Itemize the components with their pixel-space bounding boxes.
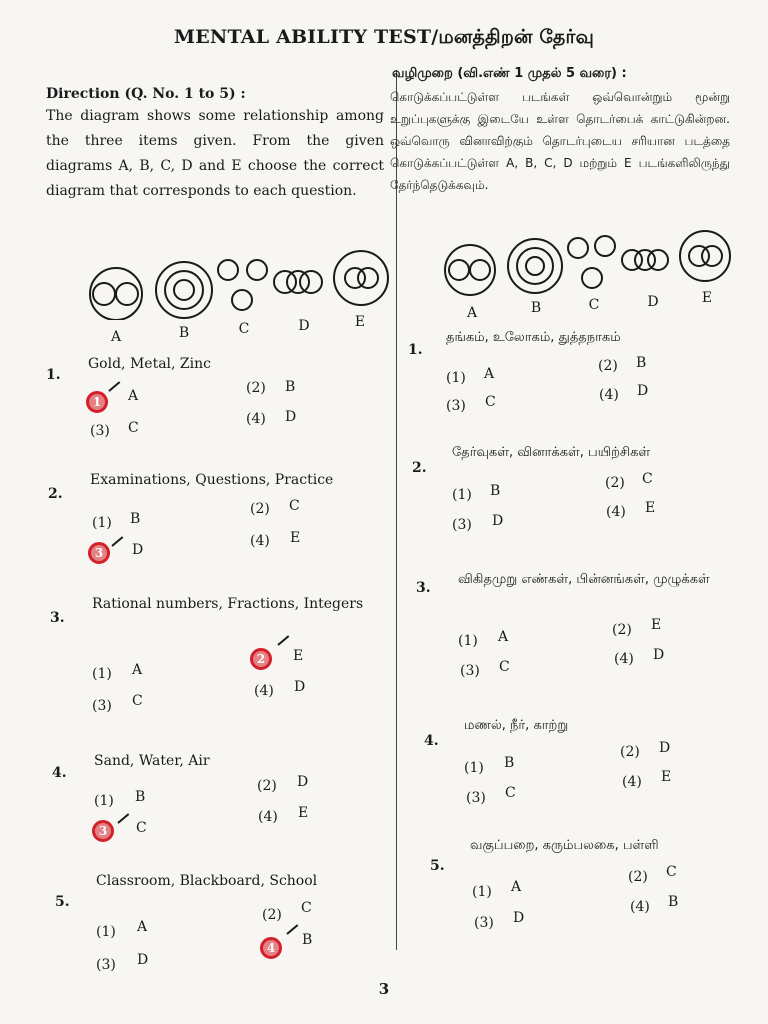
column-divider xyxy=(396,70,397,950)
en-q2-option1-value: B xyxy=(130,511,141,527)
english-venn-diagrams xyxy=(80,250,400,320)
diagram-e xyxy=(680,231,730,281)
diagram-d xyxy=(622,250,668,270)
diagram-e xyxy=(334,251,388,305)
ta-q5-option3-number: (3) xyxy=(474,915,494,931)
diagram-c xyxy=(568,236,615,288)
page-title: MENTAL ABILITY TEST/மனத்திறன் தேர்வு xyxy=(174,26,594,48)
diagram-label-c: C xyxy=(238,321,250,337)
ta-q4-option2-value: D xyxy=(659,740,671,756)
en-q3-marked-answer: 2 xyxy=(250,648,272,670)
ta-q2-option2-value: C xyxy=(642,471,653,487)
ta-q4-option4-value: E xyxy=(661,769,672,785)
en-q3-option1-number: (1) xyxy=(92,666,112,682)
en-q2-option2-number: (2) xyxy=(250,501,270,517)
en-q3-option1-value: A xyxy=(132,662,143,678)
ta-q4-text: மணல், நீர், காற்று xyxy=(464,718,569,733)
en-q4-marked-answer: 3 xyxy=(92,820,114,842)
ta-q1-option4-number: (4) xyxy=(599,387,619,403)
en-q1-number: 1. xyxy=(46,367,61,383)
en-q2-option1-number: (1) xyxy=(92,515,112,531)
en-q1-option1-value: A xyxy=(128,388,139,404)
diagram-label-b: B xyxy=(178,325,190,341)
ta-q3-option4-number: (4) xyxy=(614,651,634,667)
en-q5-option3-value: D xyxy=(137,952,149,968)
ta-q5-option2-number: (2) xyxy=(628,869,648,885)
ta-q2-option3-number: (3) xyxy=(452,517,472,533)
tick-mark xyxy=(111,536,123,547)
ta-q3-option4-value: D xyxy=(653,647,665,663)
ta-q5-option1-value: A xyxy=(511,879,522,895)
tick-mark xyxy=(277,635,289,646)
ta-q4-option3-value: C xyxy=(505,785,516,801)
diagram-label-e: E xyxy=(354,314,366,330)
tick-mark xyxy=(108,381,120,392)
ta-q4-option4-number: (4) xyxy=(622,774,642,790)
diagram-label-d: D xyxy=(647,294,659,310)
tamil-direction-heading: வழிமுறை (வி.எண் 1 முதல் 5 வரை) : xyxy=(392,66,627,81)
en-q2-option3-value: D xyxy=(132,542,144,558)
tamil-venn-diagrams xyxy=(440,228,740,298)
diagram-c xyxy=(218,260,267,310)
en-q2-option4-number: (4) xyxy=(250,533,270,549)
en-q2-text: Examinations, Questions, Practice xyxy=(90,472,334,488)
diagram-b xyxy=(508,239,562,293)
ta-q3-option3-value: C xyxy=(499,659,510,675)
en-q2-option2-value: C xyxy=(289,498,300,514)
ta-q5-option4-value: B xyxy=(668,894,679,910)
en-q4-option4-number: (4) xyxy=(258,809,278,825)
diagram-label-b: B xyxy=(530,300,542,316)
en-q3-option4-number: (4) xyxy=(254,683,274,699)
diagram-b xyxy=(156,262,212,318)
ta-q2-option2-number: (2) xyxy=(605,475,625,491)
english-direction-text: The diagram shows some relationship among the three items given. From the given diagrams A, B, C, D and E choose the correct diagram that corresponds to each question. xyxy=(46,108,384,199)
ta-q5-text: வகுப்பறை, கரும்பலகை, பள்ளி xyxy=(470,838,659,853)
en-q2-option4-value: E xyxy=(290,530,301,546)
en-q4-option4-value: E xyxy=(298,805,309,821)
ta-q5-number: 5. xyxy=(430,858,445,874)
diagram-a xyxy=(445,245,495,295)
ta-q5-option1-number: (1) xyxy=(472,884,492,900)
diagram-d xyxy=(274,271,322,293)
diagram-label-d: D xyxy=(298,318,310,334)
en-q5-option1-number: (1) xyxy=(96,924,116,940)
ta-q4-number: 4. xyxy=(424,733,439,749)
ta-q4-option1-value: B xyxy=(504,755,515,771)
ta-q4-option2-number: (2) xyxy=(620,744,640,760)
ta-q2-option4-number: (4) xyxy=(606,504,626,520)
ta-q3-text: விகிதமுறு எண்கள், பின்னங்கள், முழுக்கள் xyxy=(458,572,710,587)
en-q2-marked-answer: 3 xyxy=(88,542,110,564)
en-q5-number: 5. xyxy=(55,894,70,910)
en-q4-option1-number: (1) xyxy=(94,793,114,809)
ta-q2-option4-value: E xyxy=(645,500,656,516)
en-q1-marked-answer: 1 xyxy=(86,391,108,413)
en-q4-option2-value: D xyxy=(297,774,309,790)
ta-q2-option3-value: D xyxy=(492,513,504,529)
en-q5-option2-value: C xyxy=(301,900,312,916)
en-q1-text: Gold, Metal, Zinc xyxy=(88,356,211,372)
diagram-a xyxy=(90,268,142,320)
en-q1-option3-number: (3) xyxy=(90,423,110,439)
en-q4-option3-value: C xyxy=(136,820,147,836)
ta-q1-option3-value: C xyxy=(485,394,496,410)
ta-q1-option2-number: (2) xyxy=(598,358,618,374)
en-q3-text: Rational numbers, Fractions, Integers xyxy=(92,596,364,612)
en-q1-option4-number: (4) xyxy=(246,411,266,427)
page-number: 3 xyxy=(378,980,390,998)
en-q3-option3-number: (3) xyxy=(92,698,112,714)
en-q2-number: 2. xyxy=(48,486,63,502)
ta-q1-text: தங்கம், உலோகம், துத்தநாகம் xyxy=(446,330,621,345)
ta-q2-option1-value: B xyxy=(490,483,501,499)
diagram-label-a: A xyxy=(110,329,122,345)
english-direction-heading: Direction (Q. No. 1 to 5) : xyxy=(46,86,246,102)
en-q4-text: Sand, Water, Air xyxy=(94,753,210,769)
en-q5-marked-answer: 4 xyxy=(260,937,282,959)
en-q1-option2-value: B xyxy=(285,379,296,395)
ta-q1-option1-number: (1) xyxy=(446,370,466,386)
ta-q1-option3-number: (3) xyxy=(446,398,466,414)
ta-q4-option1-number: (1) xyxy=(464,760,484,776)
ta-q1-option2-value: B xyxy=(636,355,647,371)
tamil-direction-text: கொடுக்கப்பட்டுள்ள படங்கள் ஒவ்வொன்றும் மூன்று உறுப்புகளுக்கு இடையே உள்ள தொடர்பைக் காட்டுகின்றன. ஒவ்வொரு வினாவிற்கும் தொடர்புடைய சரியான படத்தை கொடுக்கப்பட்டுள்ள A, B, C, D மற்றும் E படங்களிலிருந்து தேர்ந்தெடுக்கவும். xyxy=(390,90,730,192)
en-q4-option1-value: B xyxy=(135,789,146,805)
ta-q3-option3-number: (3) xyxy=(460,663,480,679)
diagram-label-c: C xyxy=(588,297,600,313)
tick-mark xyxy=(117,813,129,824)
ta-q2-number: 2. xyxy=(412,460,427,476)
ta-q1-option1-value: A xyxy=(484,366,495,382)
ta-q5-option3-value: D xyxy=(513,910,525,926)
en-q5-option1-value: A xyxy=(137,919,148,935)
ta-q4-option3-number: (3) xyxy=(466,790,486,806)
en-q4-number: 4. xyxy=(52,765,67,781)
en-q1-option2-number: (2) xyxy=(246,380,266,396)
en-q5-option2-number: (2) xyxy=(262,907,282,923)
en-q5-option3-number: (3) xyxy=(96,957,116,973)
ta-q1-number: 1. xyxy=(408,342,423,358)
en-q3-option2-value: E xyxy=(293,648,304,664)
ta-q3-option1-value: A xyxy=(498,629,509,645)
en-q3-number: 3. xyxy=(50,610,65,626)
ta-q3-number: 3. xyxy=(416,580,431,596)
diagram-label-e: E xyxy=(701,290,713,306)
ta-q2-text: தேர்வுகள், வினாக்கள், பயிற்சிகள் xyxy=(452,445,651,460)
ta-q1-option4-value: D xyxy=(637,383,649,399)
en-q3-option4-value: D xyxy=(294,679,306,695)
ta-q3-option2-number: (2) xyxy=(612,622,632,638)
en-q3-option3-value: C xyxy=(132,693,143,709)
tick-mark xyxy=(286,924,298,935)
en-q1-option3-value: C xyxy=(128,420,139,436)
ta-q5-option4-number: (4) xyxy=(630,899,650,915)
diagram-label-a: A xyxy=(466,305,478,321)
en-q5-text: Classroom, Blackboard, School xyxy=(96,873,318,889)
en-q5-option4-value: B xyxy=(302,932,313,948)
en-q4-option2-number: (2) xyxy=(257,778,277,794)
en-q1-option4-value: D xyxy=(285,409,297,425)
ta-q3-option2-value: E xyxy=(651,617,662,633)
ta-q3-option1-number: (1) xyxy=(458,633,478,649)
ta-q5-option2-value: C xyxy=(666,864,677,880)
ta-q2-option1-number: (1) xyxy=(452,487,472,503)
